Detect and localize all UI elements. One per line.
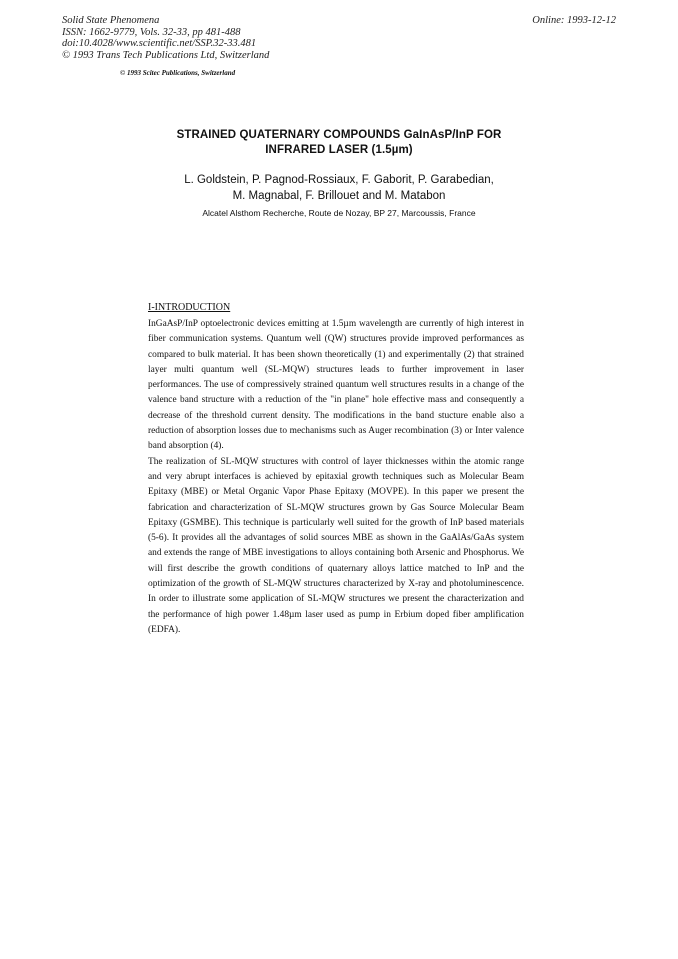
authors-line-2: M. Magnabal, F. Brillouet and M. Matabon <box>232 190 446 202</box>
introduction-body <box>148 317 524 638</box>
journal-name: Solid State Phenomena <box>62 15 160 26</box>
copyright-line: © 1993 Trans Tech Publications Ltd, Switzerland <box>62 49 270 61</box>
title-line-2: INFRARED LASER (1.5µm) <box>265 144 413 156</box>
paragraph-1: InGaAsP/InP optoelectronic devices emitting at 1.5µm wavelength are currently of high interest in fiber communication systems. Quantum well (QW) structures provide improved performances as compared to bulk material. It has been shown theoretically (1) and experimentally (2) that strained layer multi quantum well (SL-MQW) structures leads to further improvement in laser performances. The use of compressively strained quantum well structures results in a change of the valence band structure with a reduction of the "in plane" hole effective mass and consequently a decrease of the threshold current density. The modifications in the band stucture enable also a reduction of absorption losses due to mechanisms such as Auger recombination (3) or Inter valence band absorption (4). <box>148 319 524 452</box>
title-line-1: STRAINED QUATERNARY COMPOUNDS GaInAsP/InP FOR <box>176 129 502 141</box>
scitec-copyright: © 1993 Scitec Publications, Switzerland <box>120 69 236 77</box>
paper-title <box>100 128 578 158</box>
section-heading: I-INTRODUCTION <box>148 302 231 313</box>
doi-link[interactable]: doi:10.4028/www.scientific.net/SSP.32-33.481 <box>62 38 257 49</box>
issn-line: ISSN: 1662-9779, Vols. 32-33, pp 481-488 <box>62 26 241 38</box>
online-date: Online: 1993-12-12 <box>532 15 616 26</box>
affiliation: Alcatel Alsthom Recherche, Route de Nozay, BP 27, Marcoussis, France <box>202 208 476 218</box>
citation-block <box>62 15 269 61</box>
author-list <box>100 172 578 204</box>
paragraph-2: The realization of SL-MQW structures with control of layer thicknesses within the atomic range and very abrupt interfaces is achieved by epitaxial growth techniques such as Molecular Beam Epitaxy (MBE) or Metal Organic Vapor Phase Epitaxy (MOVPE). In this paper we present the fabrication and characterization of SL-MQW structures grown by Gas Source Molecular Beam Epitaxy (GSMBE). This technique is particularly well suited for the growth of InP based materials (5-6). It provides all the advantages of solid sources MBE as shown in the GaAlAs/GaAs system and extends the range of MBE investigations to alloys containing both Arsenic and Phosphorus. We will first describe the growth conditions of quaternary alloys lattice matched to InP and the optimization of the growth of SL-MQW structures characterized by X-ray and photoluminescence. In order to illustrate some application of SL-MQW structures we present the characterization and the performance of high power 1.48µm laser used as pump in Erbium doped fiber amplification (EDFA). <box>148 456 524 635</box>
authors-line-1: L. Goldstein, P. Pagnod-Rossiaux, F. Gaborit, P. Garabedian, <box>184 174 494 186</box>
